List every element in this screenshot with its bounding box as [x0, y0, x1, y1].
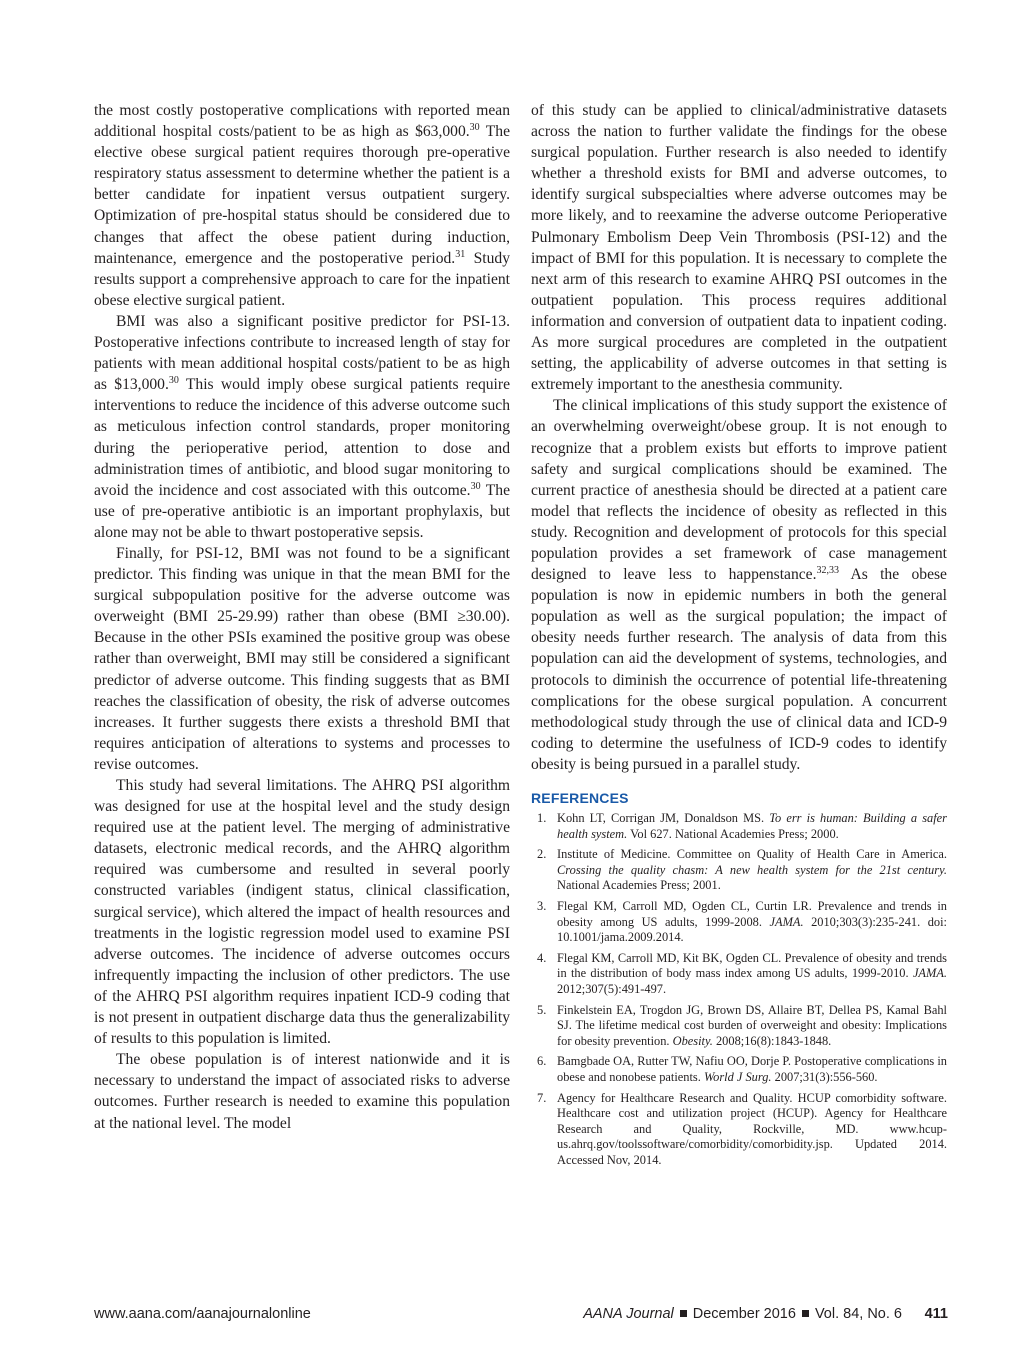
journal-url: www.aana.com/aanajournalonline: [94, 1306, 311, 1322]
reference-item: 2. Institute of Medicine. Committee on Quality of Health Care in America. Crossing the quality chasm: A new health system for the 21st century. National Academies Press; 2001.: [537, 847, 947, 893]
right-column: [531, 100, 947, 1173]
citation-superscript: 30: [168, 375, 179, 387]
reference-item: 7. Agency for Healthcare Research and Quality. HCUP comorbidity software. Healthcare cost and utilization project (HCUP). Agency for Healthcare Research and Quality, Rockville, MD. www.hcup-us.ahrq.gov/toolssoftware/comorbidity/comorbidity.jsp. Updated 2014. Accessed Nov, 2014.: [537, 1090, 947, 1167]
reference-number: 7.: [537, 1090, 547, 1105]
reference-item: 4. Flegal KM, Carroll MD, Kit BK, Ogden CL. Prevalence of obesity and trends in the distribution of body mass index among US adults, 1999-2010. JAMA. 2012;307(5):491-497.: [537, 950, 947, 996]
citation-superscript: 31: [455, 248, 466, 260]
reference-number: 1.: [537, 811, 547, 825]
separator-square-icon: [802, 1310, 809, 1317]
body-paragraph: This study had several limitations. The AHRQ PSI algorithm was designed for use at the hospital level and the study design required use at the patient level. The merging of administrative datasets, electronic medical records, and the AHRQ algorithm required was cumbersome and resulted in several poorly constructed variables (indigent status, clinical classification, surgical service), which altered the impact of health resources and treatments in the logistic regression model used to examine PSI adverse outcomes. The incidence of adverse outcomes occurs infrequently impacting the inclusion of other predictors. The use of the AHRQ PSI algorithm requires inpatient ICD-9 coding that is not present in outpatient discharge data thus the generalizability of results to this population is limited.: [94, 777, 510, 1048]
journal-citation: [583, 1306, 902, 1322]
left-column: [94, 100, 510, 1134]
body-paragraph: of this study can be applied to clinical/administrative datasets across the nation to further validate the findings for the obese surgical population. Further research is also needed to identify whether a threshold exists for BMI and adverse outcomes, to identify surgical subspecialties where adverse outcomes may be more likely, and to reexamine the adverse outcome Perioperative Pulmonary Embolism Deep Vein Thrombosis (PSI-12) and the impact of BMI for this population. It is necessary to complete the next arm of this research to examine AHRQ PSI outcomes in the outpatient population. This process requires additional information and conversion of outpatient data to inpatient coding. As more surgical procedures are completed in the outpatient setting, the applicability of adverse outcomes in that setting is extremely important to the anesthesia community.: [531, 102, 947, 394]
reference-item: 3. Flegal KM, Carroll MD, Ogden CL, Curtin LR. Prevalence and trends in obesity among US adults, 1999-2008. JAMA. 2010;303(3):235-241. doi: 10.1001/jama.2009.2014.: [537, 898, 947, 945]
reference-number: 3.: [537, 898, 547, 913]
body-paragraph: Finally, for PSI-12, BMI was not found to be a significant predictor. This finding was unique in that the mean BMI for the surgical subpopulation positive for the adverse outcome was overweight (BMI 25-29.99) rather than obese (BMI ≥30.00). Because in the other PSIs examined the positive group was obese rather than overweight, BMI may still be considered a significant predictor of adverse outcome. This finding suggests that as BMI reaches the classification of obesity, the risk of adverse outcomes increases. It further suggests there exists a threshold BMI that requires anticipation of alterations to systems and processes to revise outcomes.: [94, 544, 510, 773]
page-number: 411: [924, 1306, 948, 1322]
reference-number: 2.: [537, 847, 547, 862]
separator-square-icon: [680, 1310, 687, 1317]
body-paragraph: The clinical implications of this study support the existence of an overwhelming overweight/obese group. It is not enough to recognize that a problem exists but efforts to improve patient safety and surgical complications should be examined. The current practice of anesthesia should be directed at a patient care model that reflects the incidence of obesity as reflected in this study. Recognition and development of protocols for this special population provides a set framework of case management designed to leave less to happenstance.$^{32,33}$ As the obese population is now in epidemic numbers in both the general population as well as the surgical population; the impact of obesity needs further research. The analysis of data from this population can aid the development of systems, technologies, and protocols to diminish the occurrence of potential life-threatening complications for the obese surgical population. A concurrent methodological study through the use of clinical data and ICD-9 coding to determine the usefulness of ICD-9 codes to identify obesity is being pursued in a parallel study.: [531, 397, 947, 773]
reference-item: 1. Kohn LT, Corrigan JM, Donaldson MS. To err is human: Building a safer health system. Vol 627. National Academies Press; 2000.: [537, 811, 947, 841]
reference-list: [531, 811, 947, 1168]
citation-superscript: 30: [469, 121, 480, 133]
reference-number: 5.: [537, 1002, 547, 1017]
page-footer: [94, 1306, 948, 1326]
volume-issue: Vol. 84, No. 6: [814, 1306, 902, 1322]
journal-name: AANA Journal: [583, 1306, 674, 1322]
references-heading: REFERENCES: [531, 790, 629, 806]
issue-date: December 2016: [692, 1306, 796, 1322]
reference-number: 4.: [537, 950, 547, 965]
body-paragraph: BMI was also a significant positive predictor for PSI-13. Postoperative infections contribute to increased length of stay for patients with mean additional hospital costs/patient to be as high as $13,000.30 This would imply obese surgical patients require interventions to reduce the incidence of this adverse outcome such as meticulous infection control standards, proper monitoring during the perioperative period, attention to dose and administration times of antibiotic, and blood sugar monitoring to avoid the incidence and cost associated with this outcome.$^{30}$ The use of pre-operative antibiotic is an important prophylaxis, but alone may not be able to thwart postoperative sepsis.: [94, 312, 510, 541]
citation-superscript: 30: [470, 480, 481, 492]
reference-number: 6.: [537, 1054, 547, 1069]
body-paragraph: The obese population is of interest nationwide and it is necessary to understand the impact of associated risks to adverse outcomes. Further research is needed to examine this population at the national level. The model: [94, 1051, 510, 1132]
reference-item: 5. Finkelstein EA, Trogdon JG, Brown DS, Allaire BT, Dellea PS, Kamal Bahl SJ. The lifetime medical cost burden of overweight and obesity: Implications for obesity prevention. Obesity. 2008;16(8):1843-1848.: [537, 1002, 947, 1048]
body-paragraph: the most costly postoperative complications with reported mean additional hospital costs/patient to be as high as $63,000.30 The elective obese surgical patient requires thorough pre-operative respiratory status assessment to determine whether the patient is a better candidate for inpatient versus outpatient surgery. Optimization of pre-hospital status should be considered due to changes that affect the obese patient during induction, maintenance, emergence and the postoperative period.$^{31}$ Study results support a comprehensive approach to care for the inpatient obese elective surgical patient.: [94, 102, 511, 309]
citation-superscript: 32,33: [816, 564, 839, 576]
reference-item: 6. Bamgbade OA, Rutter TW, Nafiu OO, Dorje P. Postoperative complications in obese and nonobese patients. World J Surg. 2007;31(3):556-560.: [537, 1054, 947, 1084]
